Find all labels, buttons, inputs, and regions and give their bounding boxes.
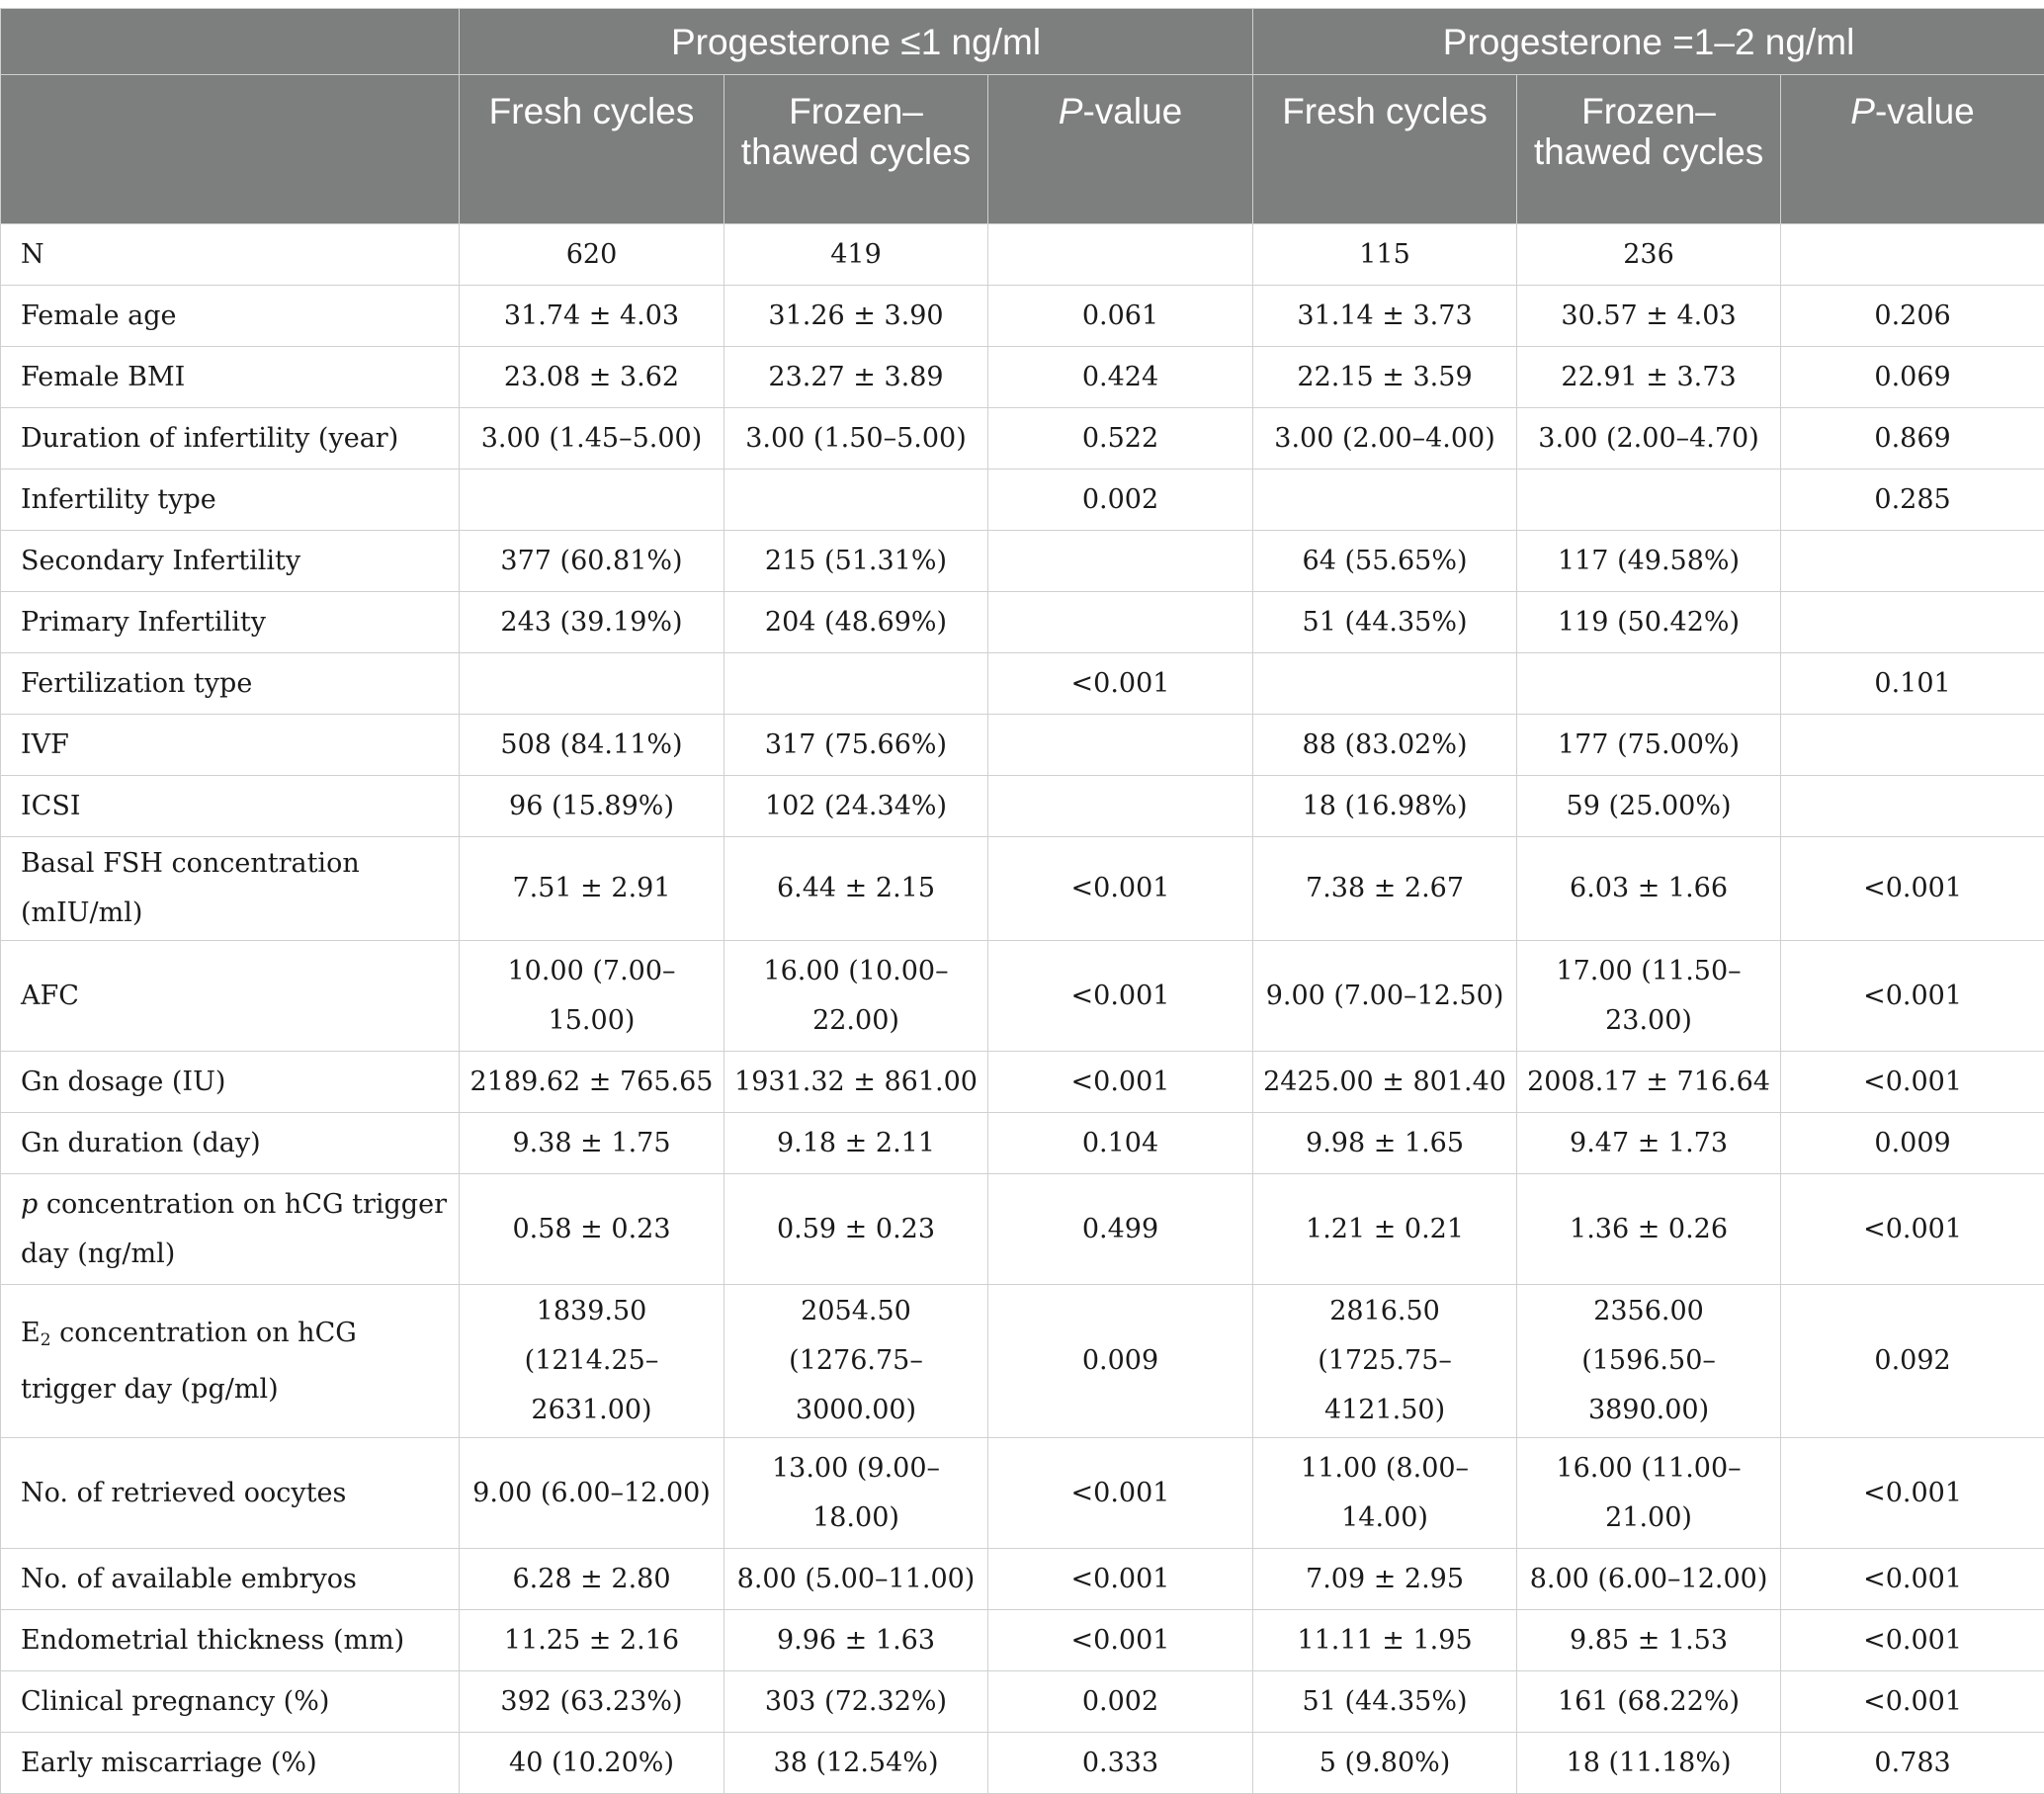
- cell: 0.002: [988, 1671, 1253, 1733]
- cell: 236: [1517, 224, 1781, 286]
- table-row: [1, 531, 2044, 592]
- cell: 16.00 (11.00–21.00): [1517, 1438, 1781, 1549]
- row-label: $E_2$ concentration on hCG trigger day (pg/ml): [1, 1285, 460, 1438]
- table-header: [1, 9, 2044, 224]
- cell: 0.424: [988, 347, 1253, 408]
- cell: 31.26 ± 3.90: [724, 286, 988, 347]
- cell: 23.08 ± 3.62: [460, 347, 724, 408]
- table-row: [1, 1113, 2044, 1174]
- table-row: [1, 470, 2044, 531]
- cell: 18 (16.98%): [1253, 776, 1517, 837]
- cell: 3.00 (1.45–5.00): [460, 408, 724, 470]
- cell: <0.001: [1781, 1174, 2044, 1285]
- cell: 11.00 (8.00–14.00): [1253, 1438, 1517, 1549]
- cell: 0.002: [988, 470, 1253, 531]
- cell: 0.499: [988, 1174, 1253, 1285]
- cell: [1781, 224, 2044, 286]
- header-row-columns: [1, 75, 2044, 224]
- cell: 0.522: [988, 408, 1253, 470]
- cell: 215 (51.31%): [724, 531, 988, 592]
- group1-header: Progesterone ≤1 ng/ml: [460, 9, 1253, 75]
- row-label: Early miscarriage (%): [1, 1733, 460, 1794]
- cell: 119 (50.42%): [1517, 592, 1781, 653]
- cell: 7.09 ± 2.95: [1253, 1549, 1517, 1610]
- cell: [1517, 470, 1781, 531]
- cell: [1781, 531, 2044, 592]
- cell: 2189.62 ± 765.65: [460, 1052, 724, 1113]
- cell: 23.27 ± 3.89: [724, 347, 988, 408]
- cell: 9.98 ± 1.65: [1253, 1113, 1517, 1174]
- table-row: [1, 592, 2044, 653]
- row-label: Endometrial thickness (mm): [1, 1610, 460, 1671]
- table-row: [1, 653, 2044, 715]
- cell: 1931.32 ± 861.00: [724, 1052, 988, 1113]
- cell: 2816.50 (1725.75–4121.50): [1253, 1285, 1517, 1438]
- cell: 2425.00 ± 801.40: [1253, 1052, 1517, 1113]
- cell: 0.104: [988, 1113, 1253, 1174]
- row-label: N: [1, 224, 460, 286]
- cell: 0.061: [988, 286, 1253, 347]
- cell: [724, 470, 988, 531]
- table-row: [1, 1285, 2044, 1438]
- cell: 392 (63.23%): [460, 1671, 724, 1733]
- cell: 620: [460, 224, 724, 286]
- cell: 377 (60.81%): [460, 531, 724, 592]
- cell: 1.36 ± 0.26: [1517, 1174, 1781, 1285]
- cell: 102 (24.34%): [724, 776, 988, 837]
- table-row: [1, 286, 2044, 347]
- cell: 6.44 ± 2.15: [724, 837, 988, 941]
- cell: 2356.00 (1596.50–3890.00): [1517, 1285, 1781, 1438]
- row-label: AFC: [1, 941, 460, 1052]
- row-label: Female BMI: [1, 347, 460, 408]
- row-label: Duration of infertility (year): [1, 408, 460, 470]
- cell: 303 (72.32%): [724, 1671, 988, 1733]
- cell: [1517, 653, 1781, 715]
- table-row: [1, 837, 2044, 941]
- cell: <0.001: [988, 1052, 1253, 1113]
- cell: 2008.17 ± 716.64: [1517, 1052, 1781, 1113]
- cell: 0.101: [1781, 653, 2044, 715]
- cell: 0.009: [988, 1285, 1253, 1438]
- row-label: Clinical pregnancy (%): [1, 1671, 460, 1733]
- cell: 88 (83.02%): [1253, 715, 1517, 776]
- cell: 161 (68.22%): [1517, 1671, 1781, 1733]
- cell: 31.14 ± 3.73: [1253, 286, 1517, 347]
- cell: 117 (49.58%): [1517, 531, 1781, 592]
- cell: 22.15 ± 3.59: [1253, 347, 1517, 408]
- cell: 13.00 (9.00–18.00): [724, 1438, 988, 1549]
- row-label: No. of retrieved oocytes: [1, 1438, 460, 1549]
- cell: 59 (25.00%): [1517, 776, 1781, 837]
- col-pvalue-2: P-value: [1781, 75, 2044, 224]
- cell: 9.47 ± 1.73: [1517, 1113, 1781, 1174]
- cell: 0.069: [1781, 347, 2044, 408]
- cell: [1781, 592, 2044, 653]
- table-row: [1, 1733, 2044, 1794]
- cell: [988, 592, 1253, 653]
- cell: <0.001: [1781, 1549, 2044, 1610]
- cell: 9.00 (6.00–12.00): [460, 1438, 724, 1549]
- cell: 9.18 ± 2.11: [724, 1113, 988, 1174]
- cell: 0.009: [1781, 1113, 2044, 1174]
- cell: 177 (75.00%): [1517, 715, 1781, 776]
- cell: <0.001: [988, 1549, 1253, 1610]
- cell: 11.25 ± 2.16: [460, 1610, 724, 1671]
- table-row: [1, 347, 2044, 408]
- cell: 9.96 ± 1.63: [724, 1610, 988, 1671]
- table-row: [1, 408, 2044, 470]
- cell: 38 (12.54%): [724, 1733, 988, 1794]
- cell: 31.74 ± 4.03: [460, 286, 724, 347]
- cell: 0.869: [1781, 408, 2044, 470]
- cell: 115: [1253, 224, 1517, 286]
- cell: [988, 715, 1253, 776]
- cell: 51 (44.35%): [1253, 592, 1517, 653]
- cell: [460, 470, 724, 531]
- cell: 3.00 (1.50–5.00): [724, 408, 988, 470]
- table-container: [0, 8, 2044, 1794]
- col-frozen-2: Frozen–thawed cycles: [1517, 75, 1781, 224]
- cell: [1253, 470, 1517, 531]
- table-row: [1, 1610, 2044, 1671]
- table-row: [1, 1052, 2044, 1113]
- cell: 51 (44.35%): [1253, 1671, 1517, 1733]
- cell: 9.00 (7.00–12.50): [1253, 941, 1517, 1052]
- cell: 0.783: [1781, 1733, 2044, 1794]
- header-row-groups: [1, 9, 2044, 75]
- cell: 0.59 ± 0.23: [724, 1174, 988, 1285]
- cell: 5 (9.80%): [1253, 1733, 1517, 1794]
- cell: 0.285: [1781, 470, 2044, 531]
- cell: 8.00 (6.00–12.00): [1517, 1549, 1781, 1610]
- row-label: No. of available embryos: [1, 1549, 460, 1610]
- cell: <0.001: [1781, 1671, 2044, 1733]
- cell: 6.28 ± 2.80: [460, 1549, 724, 1610]
- col-frozen-1: Frozen–thawed cycles: [724, 75, 988, 224]
- cell: 7.51 ± 2.91: [460, 837, 724, 941]
- cell: 10.00 (7.00–15.00): [460, 941, 724, 1052]
- cell: 17.00 (11.50–23.00): [1517, 941, 1781, 1052]
- cell: 3.00 (2.00–4.70): [1517, 408, 1781, 470]
- cell: 0.092: [1781, 1285, 2044, 1438]
- row-label: IVF: [1, 715, 460, 776]
- cell: <0.001: [988, 1438, 1253, 1549]
- table-row: [1, 1174, 2044, 1285]
- cell: 419: [724, 224, 988, 286]
- cell: 6.03 ± 1.66: [1517, 837, 1781, 941]
- cell: 11.11 ± 1.95: [1253, 1610, 1517, 1671]
- row-label: Secondary Infertility: [1, 531, 460, 592]
- cell: [1253, 653, 1517, 715]
- table-row: [1, 1671, 2044, 1733]
- cell: <0.001: [988, 1610, 1253, 1671]
- cell: <0.001: [988, 941, 1253, 1052]
- cell: 9.38 ± 1.75: [460, 1113, 724, 1174]
- cell: <0.001: [988, 837, 1253, 941]
- row-label: Infertility type: [1, 470, 460, 531]
- cell: [1781, 715, 2044, 776]
- table-row: [1, 776, 2044, 837]
- cell: [988, 224, 1253, 286]
- cell: 3.00 (2.00–4.00): [1253, 408, 1517, 470]
- cell: 1.21 ± 0.21: [1253, 1174, 1517, 1285]
- row-label: Fertilization type: [1, 653, 460, 715]
- cell: 1839.50 (1214.25–2631.00): [460, 1285, 724, 1438]
- cell: 317 (75.66%): [724, 715, 988, 776]
- col-pvalue-1: P-value: [988, 75, 1253, 224]
- table-row: [1, 1438, 2044, 1549]
- cell: [460, 653, 724, 715]
- cell: 16.00 (10.00–22.00): [724, 941, 988, 1052]
- table-body: [1, 224, 2044, 1794]
- table-row: [1, 1549, 2044, 1610]
- col-fresh-1: Fresh cycles: [460, 75, 724, 224]
- row-label: ICSI: [1, 776, 460, 837]
- cell: <0.001: [1781, 837, 2044, 941]
- cell: 0.333: [988, 1733, 1253, 1794]
- cell: 0.206: [1781, 286, 2044, 347]
- cell: 204 (48.69%): [724, 592, 988, 653]
- table-row: [1, 224, 2044, 286]
- cell: 508 (84.11%): [460, 715, 724, 776]
- cell: 40 (10.20%): [460, 1733, 724, 1794]
- table-row: [1, 941, 2044, 1052]
- row-label: Primary Infertility: [1, 592, 460, 653]
- cell: <0.001: [1781, 1438, 2044, 1549]
- cell: 18 (11.18%): [1517, 1733, 1781, 1794]
- cell: 64 (55.65%): [1253, 531, 1517, 592]
- cell: [988, 531, 1253, 592]
- cell: <0.001: [988, 653, 1253, 715]
- group2-header: Progesterone =1–2 ng/ml: [1253, 9, 2044, 75]
- cell: 9.85 ± 1.53: [1517, 1610, 1781, 1671]
- cell: 96 (15.89%): [460, 776, 724, 837]
- cell: 8.00 (5.00–11.00): [724, 1549, 988, 1610]
- cell: [724, 653, 988, 715]
- row-label: Gn duration (day): [1, 1113, 460, 1174]
- header-empty-cell: [1, 9, 460, 75]
- cell: [1781, 776, 2044, 837]
- cell: 30.57 ± 4.03: [1517, 286, 1781, 347]
- header-empty-cell: [1, 75, 460, 224]
- col-fresh-2: Fresh cycles: [1253, 75, 1517, 224]
- cell: 0.58 ± 0.23: [460, 1174, 724, 1285]
- cell: 7.38 ± 2.67: [1253, 837, 1517, 941]
- row-label: Female age: [1, 286, 460, 347]
- table-row: [1, 715, 2044, 776]
- cell: 2054.50 (1276.75–3000.00): [724, 1285, 988, 1438]
- row-label: p concentration on hCG trigger day (ng/ml): [1, 1174, 460, 1285]
- cell: 243 (39.19%): [460, 592, 724, 653]
- row-label: Gn dosage (IU): [1, 1052, 460, 1113]
- cell: <0.001: [1781, 1052, 2044, 1113]
- cell: 22.91 ± 3.73: [1517, 347, 1781, 408]
- cell: [988, 776, 1253, 837]
- row-label: Basal FSH concentration (mIU/ml): [1, 837, 460, 941]
- cell: <0.001: [1781, 1610, 2044, 1671]
- cell: <0.001: [1781, 941, 2044, 1052]
- data-table: [0, 8, 2044, 1794]
